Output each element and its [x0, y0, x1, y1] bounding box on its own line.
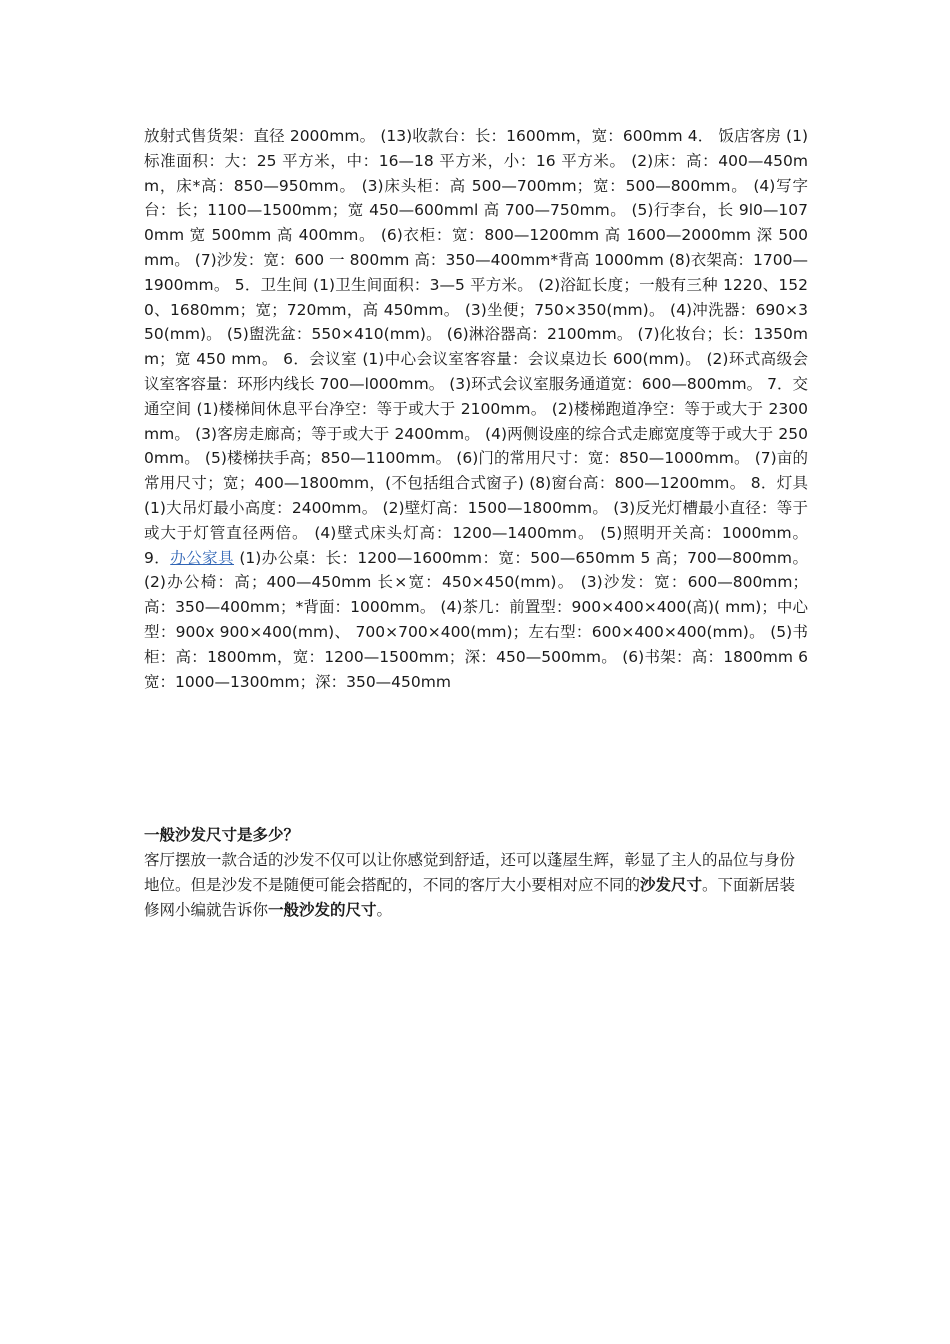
furniture-dimensions-paragraph [144, 124, 808, 694]
office-furniture-link[interactable]: 办公家具 [170, 548, 235, 567]
intro-bold-sofa-size: 沙发尺寸 [640, 875, 703, 894]
paragraph-text-after-link: (1)办公桌：长：1200—1600mm：宽：500—650mm 5 高；700—800mm。 (2)办公椅：高；400—450mm 长×宽：450×450(mm)。 (3)沙发：宽：600—800mm；高：350—400mm；*背面：1000mm。 (4)茶几：前置型：900×400×400(高)( mm)；中心型：900x 900×400(mm)、 700×700×400(mm)；左右型：600×400×400(mm)。 (5)书柜：高：1800mm，宽：1200—1500mm；深：450—500mm。 (6)书架：高：1800mm 6 宽：1000—1300mm；深：350—450mm [144, 548, 808, 691]
intro-text-1: 客厅摆放一款合适的沙发不仅可以让你感觉到舒适，还可以蓬屋生辉，彰显了主人的品位与身份地位。但是沙发不是随便可能会搭配的，不同的客厅大小要相对应不同的 [144, 851, 796, 894]
section-heading: 一般沙发尺寸是多少？ [144, 826, 300, 844]
intro-text-3: 。 [376, 900, 393, 919]
intro-text-2: 。下面新居装修网小编就告诉你 [144, 875, 796, 919]
intro-bold-general-sofa-size: 一般沙发的尺寸 [268, 900, 377, 919]
section-intro-paragraph [144, 848, 808, 922]
paragraph-text-before-link: 放射式售货架：直径 2000mm。 (13)收款台：长：1600mm，宽：600mm 4． 饭店客房 (1)标准面积：大：25 平方米，中：16—18 平方米，小：16 平方米。 (2)床：高：400—450mm，床*高：850—950mm。 (3)床头柜：高 500—700mm；宽：500—800mm。 (4)写字台：长；1100—1500mm；宽 450—600mml 高 700—750mm。 (5)行李台，长 9l0—1070mm 宽 500mm 高 400mm。 (6)衣柜：宽：800—1200mm 高 1600—2000mm 深 500mm。 (7)沙发：宽：600 一 800mm 高：350—400mm*背高 1000mm (8)衣架高：1700—1900mm。 5．卫生间 (1)卫生间面积：3—5 平方米。 (2)浴缸长度；一般有三种 1220、1520、1680mm；宽；720mm，高 450mm。 (3)坐便；750×350(mm)。 (4)冲洗器：690×350(mm)。 (5)盥洗盆：550×410(mm)。 (6)淋浴器高：2100mm。 (7)化妆台；长：1350mm；宽 450 mm。 6．会议室 (1)中心会议室客容量：会议桌边长 600(mm)。 (2)环式高级会议室客容量：环形内线长 700—l000mm。 (3)环式会议室服务通道宽：600—800mm。 7．交通空间 (1)楼梯间休息平台净空：等于或大于 2100mm。 (2)楼梯跑道净空：等于或大于 2300mm。 (3)客房走廊高；等于或大于 2400mm。 (4)两侧设座的综合式走廊宽度等于或大于 2500mm。 (5)楼梯扶手高；850—1100mm。 (6)门的常用尺寸：宽：850—1000mm。 (7)亩的常用尺寸；宽；400—1800mm，(不包括组合式窗子) (8)窗台高：800—1200mm。 8．灯具 (1)大吊灯最小高度：2400mm。 (2)壁灯高：1500—1800mm。 (3)反光灯槽最小直径：等于或大于灯管直径两倍。 (4)壁式床头灯高：1200—1400mm。 (5)照明开关高：1000mm。 9． [144, 127, 808, 567]
